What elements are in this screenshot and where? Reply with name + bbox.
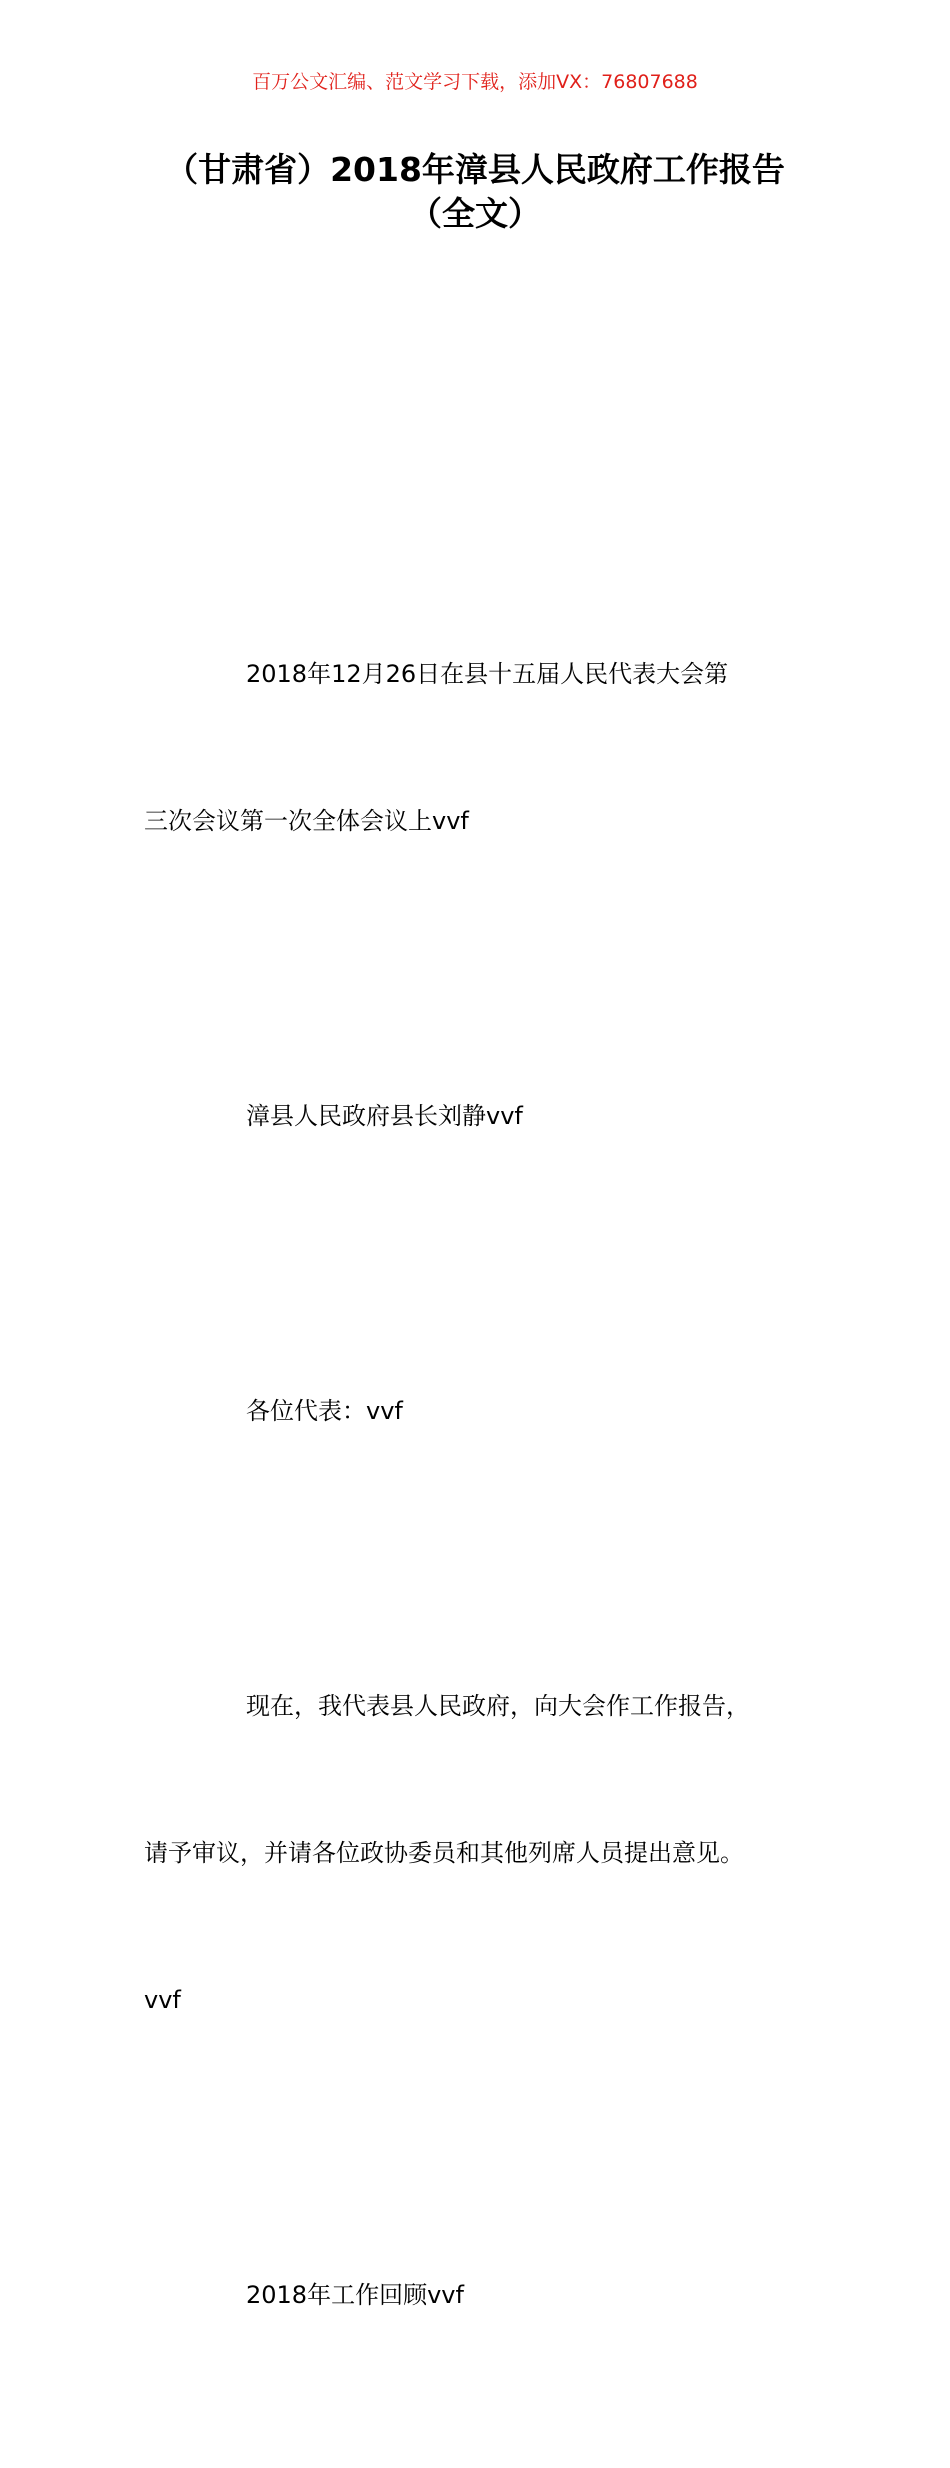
paragraph-speaker xyxy=(144,994,816,1239)
paragraph-line: 三次会议第一次全体会议上vvf xyxy=(144,807,469,835)
paragraph-line: 各位代表：vvf xyxy=(246,1397,403,1425)
document-body xyxy=(144,552,816,2468)
paragraph-line: vvf xyxy=(144,1986,181,2014)
paragraph-line: 2018年12月26日在县十五届人民代表大会第 xyxy=(246,660,729,688)
paragraph-meeting-info xyxy=(144,552,816,944)
paragraph-line: 漳县人民政府县长刘静vvf xyxy=(246,1102,523,1130)
title-line-1: （甘肃省）2018年漳县人民政府工作报告 xyxy=(165,150,785,189)
paragraph-line: 请予审议，并请各位政协委员和其他列席人员提出意见。 xyxy=(144,1839,744,1867)
paragraph-line: 现在，我代表县人民政府，向大会作工作报告， xyxy=(246,1692,750,1720)
paragraph-intro xyxy=(144,1584,816,2123)
paragraph-line: 2018年工作回顾vvf xyxy=(246,2281,464,2309)
paragraph-salutation xyxy=(144,1289,816,1534)
document-title xyxy=(130,148,820,236)
section-heading-review xyxy=(144,2173,816,2418)
header-note: 百万公文汇编、范文学习下载，添加VX：76807688 xyxy=(252,71,698,93)
title-line-2: （全文） xyxy=(409,194,541,233)
